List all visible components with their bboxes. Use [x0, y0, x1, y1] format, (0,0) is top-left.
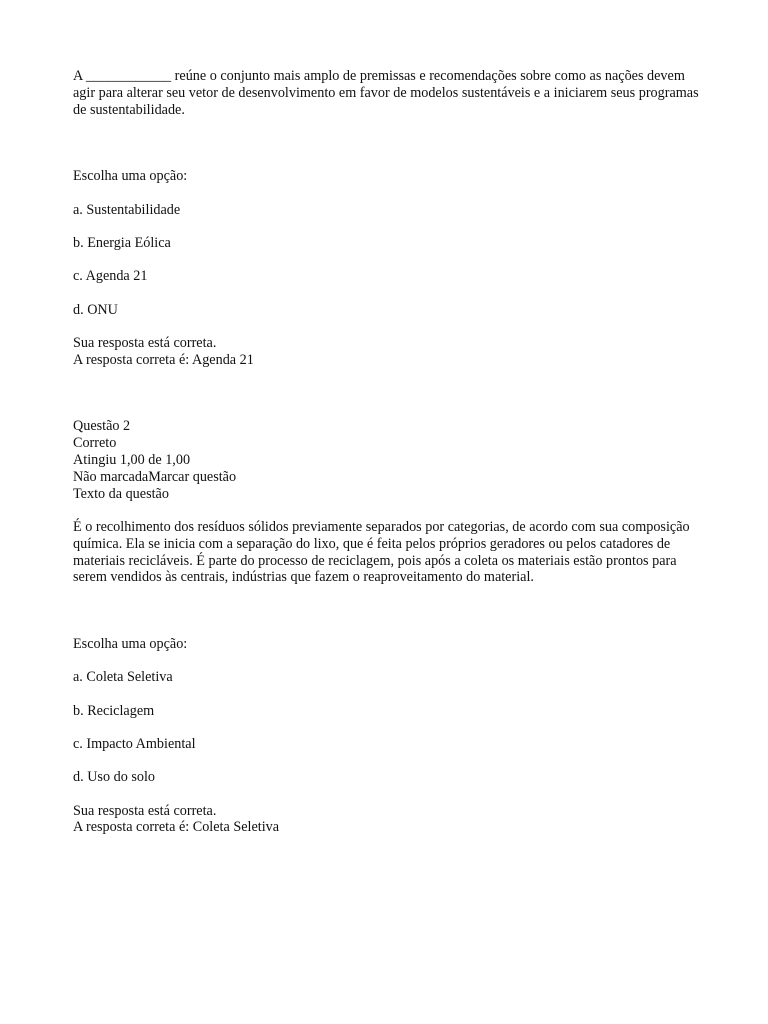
question-1-option-c[interactable]: c. Agenda 21: [73, 268, 148, 285]
question-2-option-b[interactable]: b. Reciclagem: [73, 702, 155, 719]
question-1-correct-answer: A resposta correta é: Agenda 21: [73, 351, 254, 368]
question-1-option-b[interactable]: b. Energia Eólica: [73, 234, 171, 251]
question-1-option-d[interactable]: d. ONU: [73, 301, 118, 318]
question-2-header: Questão 2: [73, 418, 131, 435]
document-page: [73, 68, 703, 836]
question-2-option-a[interactable]: a. Coleta Seletiva: [73, 669, 173, 686]
question-2-flag[interactable]: Não marcadaMarcar questão: [73, 468, 237, 485]
question-2-grade: Atingiu 1,00 de 1,00: [73, 452, 191, 469]
question-1-prompt: Escolha uma opção:: [73, 168, 188, 185]
question-1-text: A ____________ reúne o conjunto mais amplo de premissas e recomendações sobre como as nações devem agir para alterar seu vetor de desenvolvimento em favor de modelos sustentáveis e a iniciarem seus programas de sustentabilidade.: [73, 68, 699, 118]
question-2-text: É o recolhimento dos resíduos sólidos previamente separados por categorias, de acordo com sua composição química. Ela se inicia com a separação do lixo, que é feita pelos próprios geradores ou pelos catadores de materiais recicláveis. É parte do processo de reciclagem, pois após a coleta os materiais estão prontos para serem vendidos às centrais, indústrias que fazem o reaproveitamento do material.: [73, 518, 690, 586]
question-2-option-d[interactable]: d. Uso do solo: [73, 769, 155, 786]
question-2-prompt: Escolha uma opção:: [73, 636, 188, 653]
question-2-feedback: Sua resposta está correta.: [73, 802, 217, 819]
question-2-text-label: Texto da questão: [73, 485, 169, 502]
question-1-feedback: Sua resposta está correta.: [73, 334, 217, 351]
question-2-correct-answer: A resposta correta é: Coleta Seletiva: [73, 819, 280, 836]
question-1-option-a[interactable]: a. Sustentabilidade: [73, 201, 181, 218]
question-2-status: Correto: [73, 435, 117, 452]
question-2-option-c[interactable]: c. Impacto Ambiental: [73, 736, 196, 753]
